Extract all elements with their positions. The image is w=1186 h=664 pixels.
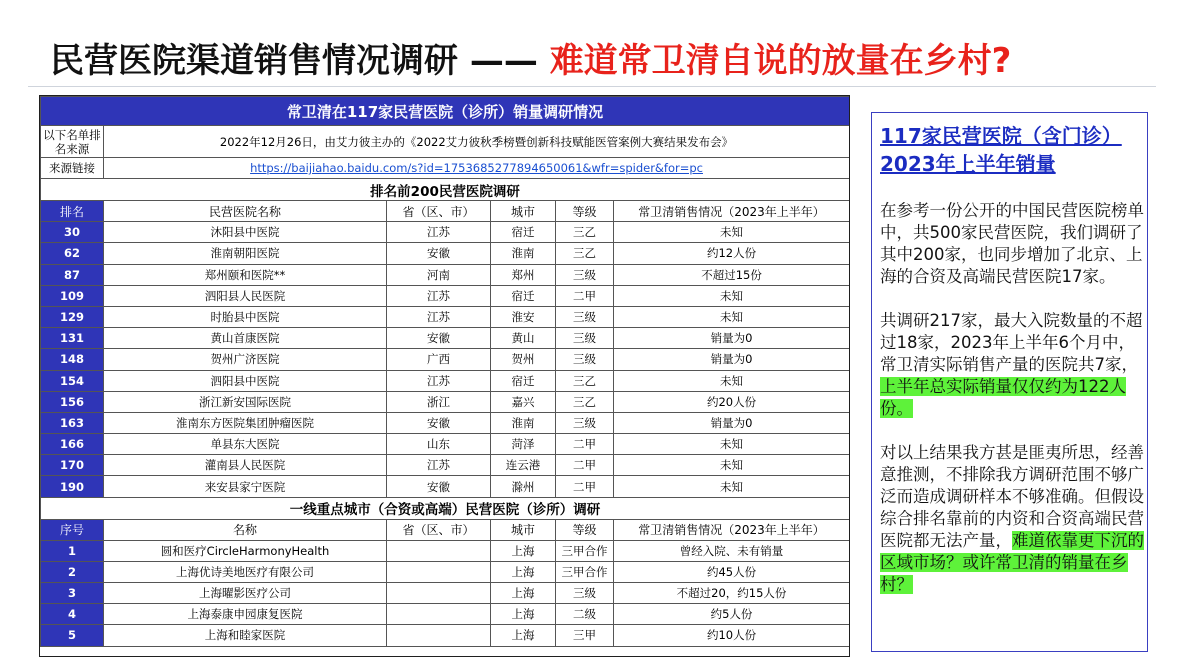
section2-column-header-row xyxy=(41,519,850,540)
source-label: 以下名单排名来源 xyxy=(41,126,104,158)
city-cell: 上海 xyxy=(491,561,556,582)
hospital-name-cell: 泗阳县人民医院 xyxy=(104,285,387,306)
table-row xyxy=(41,604,850,625)
sales-cell: 未知 xyxy=(614,306,850,327)
grade-cell: 二甲 xyxy=(556,285,614,306)
province-cell: 浙江 xyxy=(387,391,491,412)
sales-cell: 约12人份 xyxy=(614,243,850,264)
hospital-name-cell: 单县东大医院 xyxy=(104,434,387,455)
sales-cell: 不超过20，约15人份 xyxy=(614,583,850,604)
hospital-name-cell: 灌南县人民医院 xyxy=(104,455,387,476)
sales-cell: 约20人份 xyxy=(614,391,850,412)
province-cell: 河南 xyxy=(387,264,491,285)
province-cell xyxy=(387,625,491,646)
rank-cell: 3 xyxy=(41,583,104,604)
province-cell: 安徽 xyxy=(387,476,491,497)
rank-cell: 62 xyxy=(41,243,104,264)
sales-cell: 约10人份 xyxy=(614,625,850,646)
sales-cell: 约45人份 xyxy=(614,561,850,582)
col-header-city: 城市 xyxy=(491,201,556,222)
summary-heading xyxy=(880,122,1150,178)
city-cell: 连云港 xyxy=(491,455,556,476)
city-cell: 贺州 xyxy=(491,349,556,370)
province-cell: 江苏 xyxy=(387,370,491,391)
col-header-rank: 排名 xyxy=(41,201,104,222)
hospital-name-cell: 上海优诗美地医疗有限公司 xyxy=(104,561,387,582)
rank-cell: 131 xyxy=(41,328,104,349)
sales-cell: 未知 xyxy=(614,455,850,476)
survey-table xyxy=(39,95,850,657)
summary-panel xyxy=(871,112,1148,652)
grade-cell: 三甲合作 xyxy=(556,561,614,582)
table-header: 常卫清在117家民营医院（诊所）销量调研情况 xyxy=(41,97,850,126)
grade-cell: 三甲合作 xyxy=(556,540,614,561)
rank-cell: 163 xyxy=(41,412,104,433)
province-cell xyxy=(387,604,491,625)
sales-cell: 约5人份 xyxy=(614,604,850,625)
summary-heading-text: 117家民营医院（含门诊）2023年上半年销量 xyxy=(880,124,1122,176)
hospital-name-cell: 泗阳县中医院 xyxy=(104,370,387,391)
rank-cell: 148 xyxy=(41,349,104,370)
city-cell: 淮安 xyxy=(491,306,556,327)
summary-p3-highlight: 难道依靠更下沉的区域市场？或许常卫清的销量在乡村？ xyxy=(880,531,1144,594)
province-cell: 山东 xyxy=(387,434,491,455)
province-cell: 江苏 xyxy=(387,455,491,476)
rank-cell: 170 xyxy=(41,455,104,476)
summary-p2-text: 共调研217家，最大入院数量的不超过18家，2023年上半年6个月中，常卫清实际销售产量的医院共7家， xyxy=(880,311,1143,374)
source-row xyxy=(41,126,850,158)
source-link[interactable]: https://baijiahao.baidu.com/s?id=1753685277894650061&wfr=spider&for=pc xyxy=(250,161,703,176)
table-row xyxy=(41,349,850,370)
rank-cell: 166 xyxy=(41,434,104,455)
hospital-name-cell: 黄山首康医院 xyxy=(104,328,387,349)
grade-cell: 三乙 xyxy=(556,222,614,243)
city-cell: 上海 xyxy=(491,540,556,561)
table-row xyxy=(41,561,850,582)
city-cell: 淮南 xyxy=(491,243,556,264)
rank-cell: 154 xyxy=(41,370,104,391)
table-row xyxy=(41,476,850,497)
grade-cell: 二甲 xyxy=(556,476,614,497)
hospital-name-cell: 郑州颐和医院** xyxy=(104,264,387,285)
col-header-name: 民营医院名称 xyxy=(104,201,387,222)
summary-paragraph-1: 在参考一份公开的中国民营医院榜单中，共500家民营医院，我们调研了其中200家，也同步增加了北京、上海的合资及高端民营医院17家。 xyxy=(880,201,1144,286)
table-header-row xyxy=(41,97,850,126)
col-header-province: 省（区、市） xyxy=(387,519,491,540)
rank-cell: 2 xyxy=(41,561,104,582)
grade-cell: 三级 xyxy=(556,583,614,604)
sales-cell: 销量为0 xyxy=(614,412,850,433)
hospital-name-cell: 上海曜影医疗公司 xyxy=(104,583,387,604)
grade-cell: 三甲 xyxy=(556,625,614,646)
summary-paragraph-2 xyxy=(880,310,1144,420)
grade-cell: 三级 xyxy=(556,264,614,285)
sales-cell: 未知 xyxy=(614,476,850,497)
city-cell: 淮南 xyxy=(491,412,556,433)
summary-panel-top-border xyxy=(871,112,1148,113)
col-header-grade: 等级 xyxy=(556,201,614,222)
province-cell: 广西 xyxy=(387,349,491,370)
city-cell: 郑州 xyxy=(491,264,556,285)
province-cell xyxy=(387,540,491,561)
province-cell: 安徽 xyxy=(387,243,491,264)
city-cell: 宿迁 xyxy=(491,222,556,243)
summary-p3-text: 对以上结果我方甚是匪夷所思，经善意推测，不排除我方调研范围不够广泛而造成调研样本不够准确。但假设综合排名靠前的内资和合资高端民营医院都无法产量， xyxy=(880,443,1144,550)
province-cell: 江苏 xyxy=(387,222,491,243)
page-title-main: 民营医院渠道销售情况调研 —— xyxy=(50,41,550,81)
table-row xyxy=(41,434,850,455)
section1-title: 排名前200民营医院调研 xyxy=(41,179,850,201)
source-text: 2022年12月26日，由艾力彼主办的《2022艾力彼秋季榜暨创新科技赋能医管案例大赛结果发布会》 xyxy=(104,126,850,158)
grade-cell: 三乙 xyxy=(556,391,614,412)
table-row xyxy=(41,222,850,243)
hospital-name-cell: 上海和睦家医院 xyxy=(104,625,387,646)
table-row xyxy=(41,370,850,391)
summary-paragraph-3 xyxy=(880,442,1144,596)
col-header-index: 序号 xyxy=(41,519,104,540)
table-row xyxy=(41,583,850,604)
city-cell: 上海 xyxy=(491,625,556,646)
sales-cell: 销量为0 xyxy=(614,328,850,349)
city-cell: 宿迁 xyxy=(491,285,556,306)
province-cell xyxy=(387,561,491,582)
grade-cell: 三级 xyxy=(556,349,614,370)
hospital-name-cell: 圆和医疗CircleHarmonyHealth xyxy=(104,540,387,561)
table-row xyxy=(41,455,850,476)
table-row xyxy=(41,264,850,285)
grade-cell: 二级 xyxy=(556,604,614,625)
grade-cell: 三级 xyxy=(556,328,614,349)
hospital-name-cell: 上海泰康申园康复医院 xyxy=(104,604,387,625)
col-header-sales: 常卫清销售情况（2023年上半年） xyxy=(614,519,850,540)
sales-cell: 不超过15份 xyxy=(614,264,850,285)
hospital-name-cell: 浙江新安国际医院 xyxy=(104,391,387,412)
province-cell xyxy=(387,583,491,604)
city-cell: 嘉兴 xyxy=(491,391,556,412)
link-cell xyxy=(104,158,850,179)
col-header-name: 名称 xyxy=(104,519,387,540)
table-row xyxy=(41,243,850,264)
sales-cell: 未知 xyxy=(614,285,850,306)
table-row xyxy=(41,412,850,433)
hospital-name-cell: 贺州广济医院 xyxy=(104,349,387,370)
col-header-grade: 等级 xyxy=(556,519,614,540)
section1-column-header-row xyxy=(41,201,850,222)
rank-cell: 87 xyxy=(41,264,104,285)
sales-cell: 未知 xyxy=(614,222,850,243)
summary-p2-highlight: 上半年总实际销量仅仅约为122人份。 xyxy=(880,377,1126,418)
province-cell: 安徽 xyxy=(387,412,491,433)
hospital-name-cell: 来安县家宁医院 xyxy=(104,476,387,497)
city-cell: 上海 xyxy=(491,583,556,604)
section2-title: 一线重点城市（合资或高端）民营医院（诊所）调研 xyxy=(41,497,850,519)
hospital-name-cell: 时胎县中医院 xyxy=(104,306,387,327)
summary-body xyxy=(880,200,1144,618)
rank-cell: 156 xyxy=(41,391,104,412)
page-title-question: 难道常卫清自说的放量在乡村? xyxy=(549,41,1012,81)
province-cell: 江苏 xyxy=(387,285,491,306)
rank-cell: 109 xyxy=(41,285,104,306)
table-row xyxy=(41,285,850,306)
section2-title-row xyxy=(41,497,850,519)
table-row xyxy=(41,540,850,561)
col-header-city: 城市 xyxy=(491,519,556,540)
grade-cell: 三乙 xyxy=(556,243,614,264)
city-cell: 上海 xyxy=(491,604,556,625)
province-cell: 江苏 xyxy=(387,306,491,327)
col-header-sales: 常卫清销售情况（2023年上半年） xyxy=(614,201,850,222)
table-row xyxy=(41,625,850,646)
sales-cell: 未知 xyxy=(614,434,850,455)
rank-cell: 4 xyxy=(41,604,104,625)
link-label: 来源链接 xyxy=(41,158,104,179)
section1-title-row xyxy=(41,179,850,201)
province-cell: 安徽 xyxy=(387,328,491,349)
grade-cell: 三级 xyxy=(556,412,614,433)
grade-cell: 二甲 xyxy=(556,434,614,455)
city-cell: 黄山 xyxy=(491,328,556,349)
rank-cell: 190 xyxy=(41,476,104,497)
sales-cell: 曾经入院、未有销量 xyxy=(614,540,850,561)
title-divider xyxy=(28,86,1156,87)
sales-cell: 销量为0 xyxy=(614,349,850,370)
grade-cell: 三乙 xyxy=(556,370,614,391)
table-row xyxy=(41,391,850,412)
col-header-province: 省（区、市） xyxy=(387,201,491,222)
link-row xyxy=(41,158,850,179)
page-title xyxy=(50,36,1011,86)
rank-cell: 129 xyxy=(41,306,104,327)
sales-cell: 未知 xyxy=(614,370,850,391)
rank-cell: 30 xyxy=(41,222,104,243)
table-row xyxy=(41,306,850,327)
rank-cell: 1 xyxy=(41,540,104,561)
city-cell: 菏泽 xyxy=(491,434,556,455)
grade-cell: 三级 xyxy=(556,306,614,327)
city-cell: 滁州 xyxy=(491,476,556,497)
table-row xyxy=(41,328,850,349)
rank-cell: 5 xyxy=(41,625,104,646)
grade-cell: 二甲 xyxy=(556,455,614,476)
hospital-name-cell: 淮南朝阳医院 xyxy=(104,243,387,264)
hospital-name-cell: 沐阳县中医院 xyxy=(104,222,387,243)
city-cell: 宿迁 xyxy=(491,370,556,391)
hospital-name-cell: 淮南东方医院集团肿瘤医院 xyxy=(104,412,387,433)
